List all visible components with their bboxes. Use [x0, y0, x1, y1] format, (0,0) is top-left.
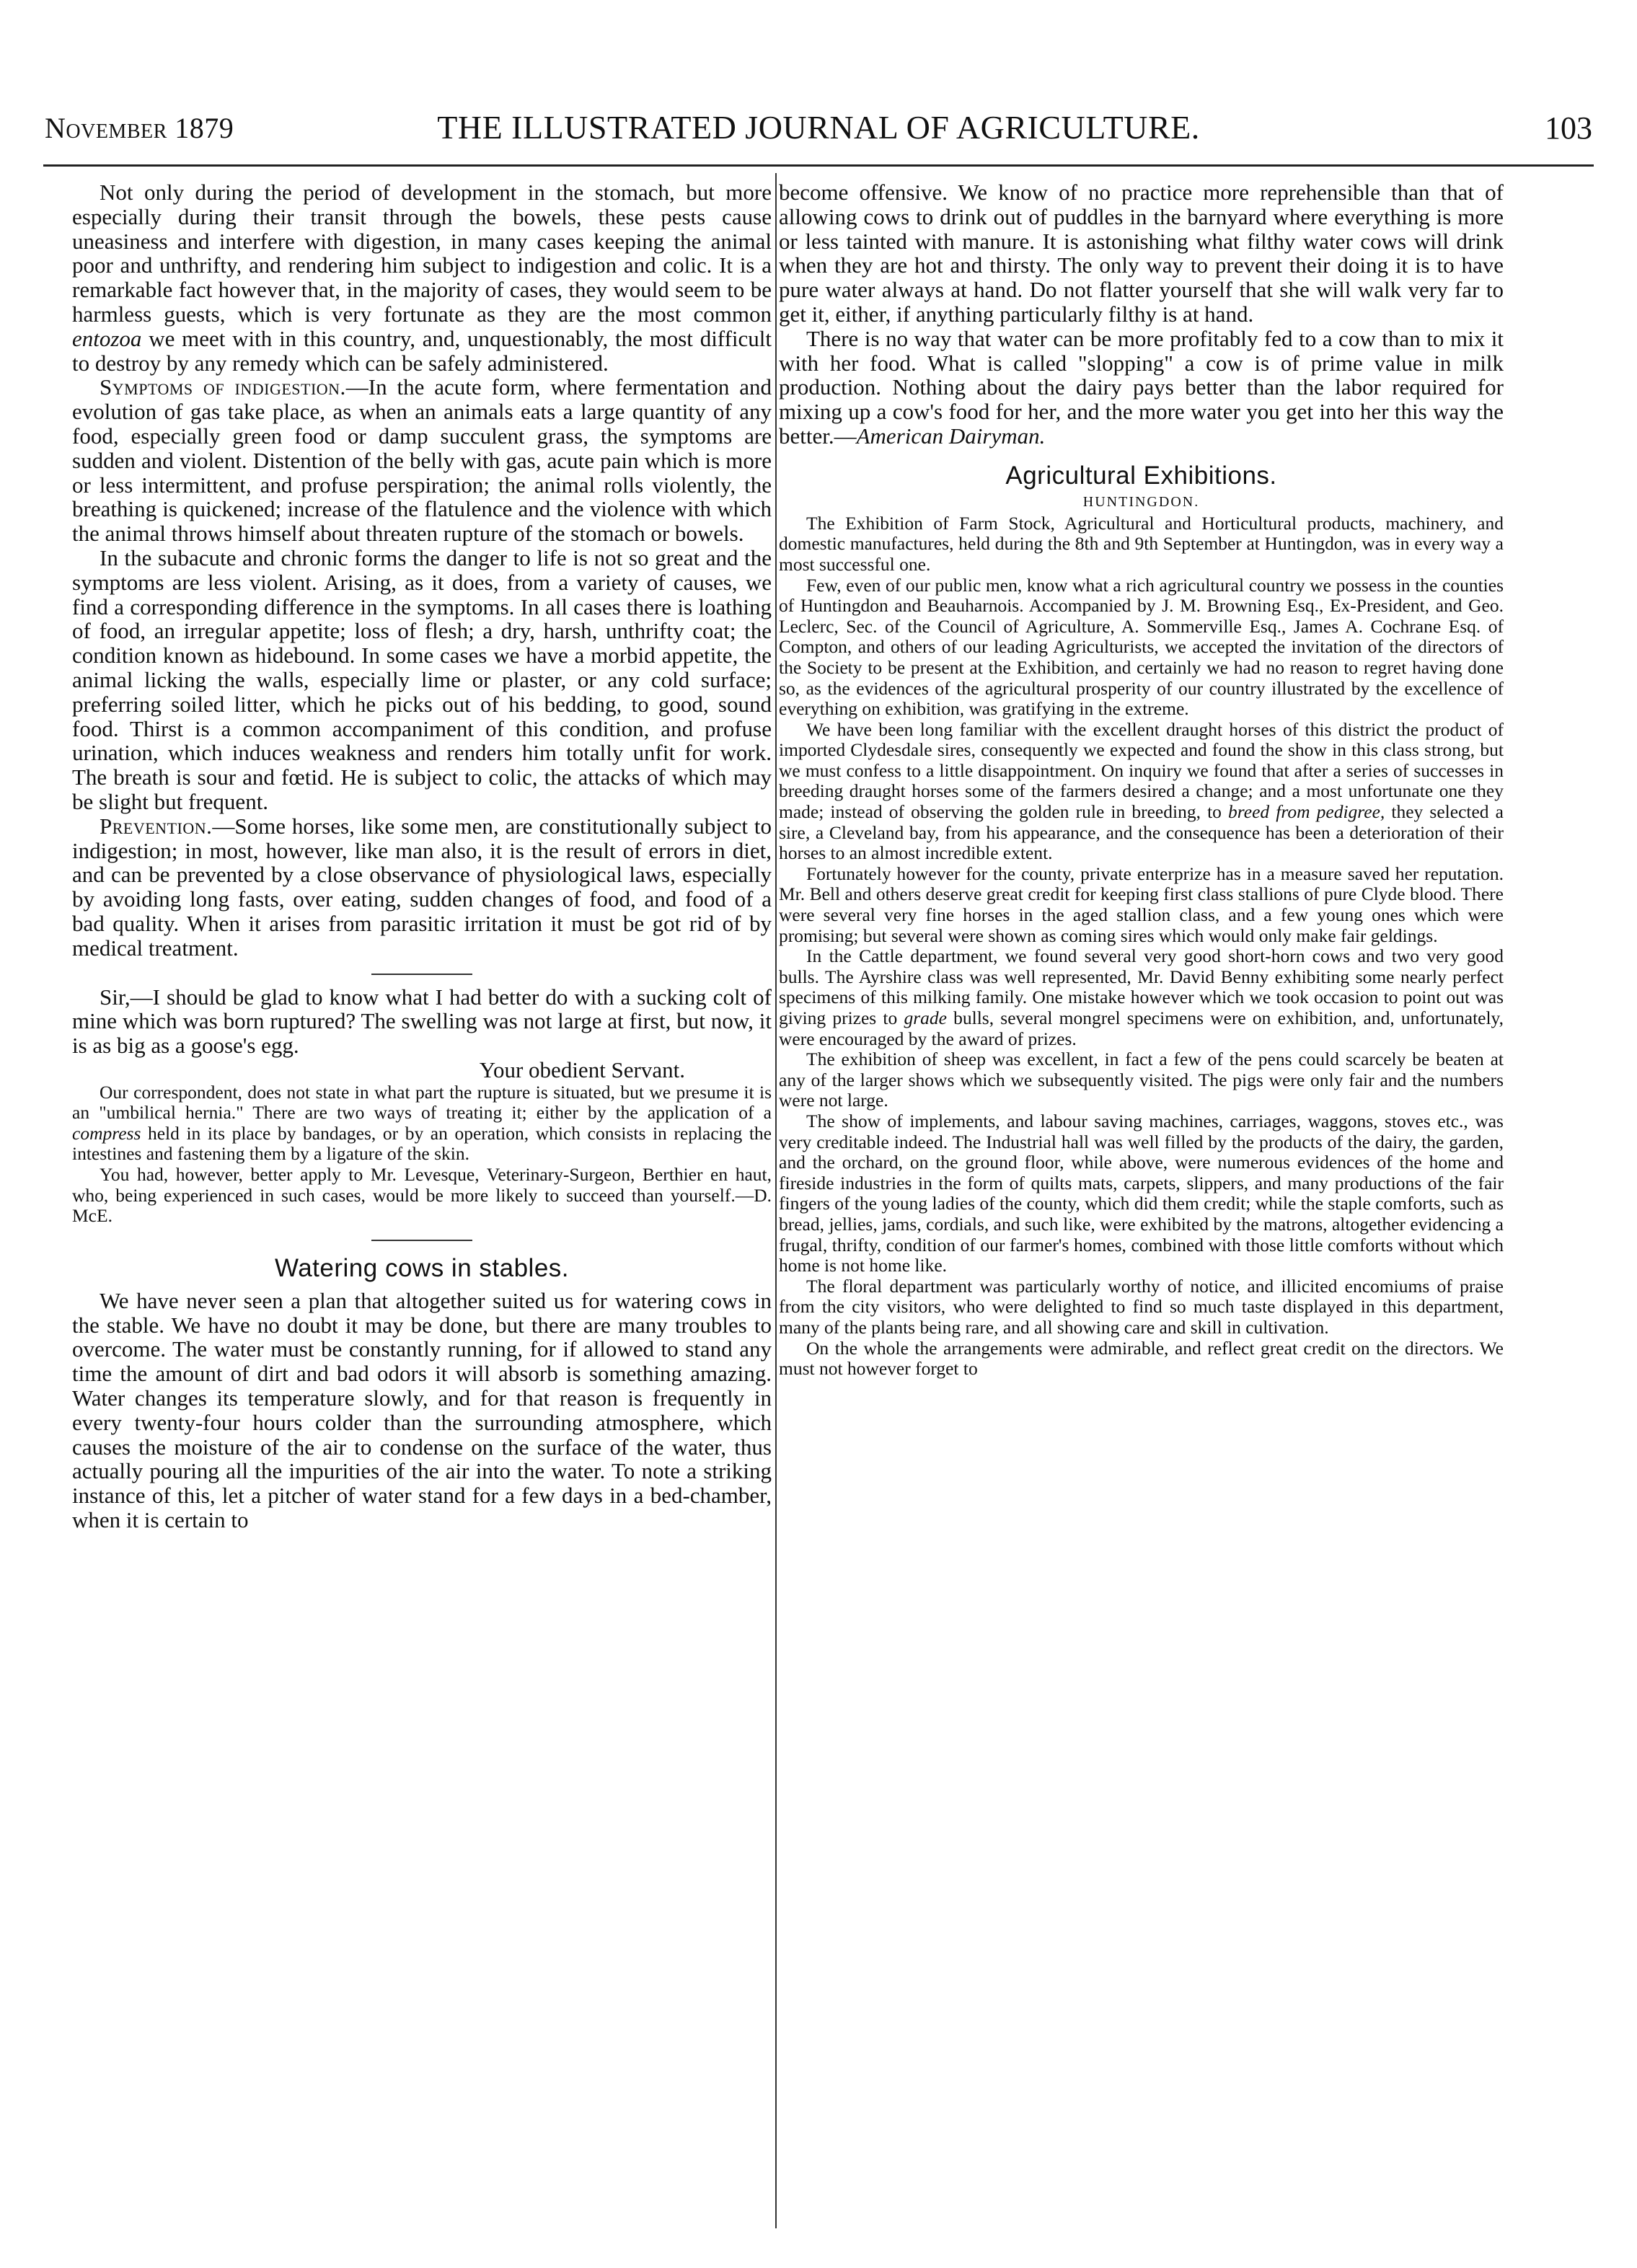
journal-title: THE ILLUSTRATED JOURNAL OF AGRICULTURE.	[437, 109, 1200, 146]
paragraph: Not only during the period of development in the stomach, but more especially during their transit through the bowels, these pests cause uneasiness and interfere with digestion, in many cases keeping the animal poor and unthrifty, and rendering him subject to indigestion and colic. It is a remarkable fact however that, in the majority of cases, they would seem to be harmless guests, which is very fortunate as they are the most common entozoa we meet with in this country, and, unquestionably, the most difficult to destroy by any remedy which can be safely administered.	[72, 180, 772, 376]
issue-date: November 1879	[45, 112, 234, 144]
paragraph: In the Cattle department, we found several very good short-horn cows and two very good bulls. The Ayrshire class was well represented, Mr. David Benny exhibiting some nearly perfect specimens of this milking family. One mistake however which we took occasion to point out was giving prizes to grade bulls, several mongrel specimens were on exhibition, and, unfortunately, were encouraged by the award of prizes.	[779, 945, 1504, 1049]
letter-signature: Your obedient Servant.	[479, 1056, 685, 1082]
editor-reply: Our correspondent, does not state in what part the rupture is situated, but we presume it is an "umbilical hernia." There are two ways of treating it; either by the application of a compress held in its place by bandages, or by an operation, which consists in replacing the intestines and fastening them by a ligature of the skin.	[72, 1081, 772, 1165]
paragraph: The floral department was particularly worthy of notice, and illicited encomiums of praise from the city visitors, who were delighted to find so much taste displayed in this department, many of the plants being rare, and all showing care and skill in cultivation.	[779, 1275, 1504, 1338]
section-subhead: HUNTINGDON.	[1082, 493, 1200, 510]
left-column	[72, 180, 772, 2228]
editor-reply: You had, however, better apply to Mr. Levesque, Veterinary-Surgeon, Berthier en haut, who, being experienced in such cases, would be more likely to succeed than yourself.—D. McE.	[72, 1164, 772, 1227]
header-rule	[43, 164, 1594, 167]
paragraph: become offensive. We know of no practice more reprehensible than that of allowing cows to drink out of puddles in the barnyard where everything is more or less tainted with manure. It is astonishing what filthy water cows will drink when they are hot and thirsty. The only way to prevent their doing it is to have pure water always at hand. Do not flatter yourself that she will walk very far to get it, either, if anything particularly filthy is at hand.	[779, 180, 1504, 327]
column-divider	[775, 173, 777, 2228]
paragraph: The Exhibition of Farm Stock, Agricultural and Horticultural products, machinery, and domestic manufactures, held during the 8th and 9th September at Huntingdon, was in every way a most successful one.	[779, 512, 1504, 575]
paragraph: We have never seen a plan that altogether suited us for watering cows in the stable. We have no doubt it may be done, but there are many troubles to overcome. The water must be constantly running, for if allowed to stand any time the amount of dirt and bad odors it will absorb is something amazing. Water changes its temperature slowly, and for that reason is frequently in every twenty-four hours colder than the surrounding atmosphere, which causes the moisture of the air to condense on the surface of the water, thus actually pouring all the impurities of the air into the water. To note a striking instance of this, let a pitcher of water stand for a few days in a bed-chamber, when it is certain to	[72, 1287, 772, 1533]
section-title: Agricultural Exhibitions.	[1005, 461, 1277, 490]
page-number: 103	[1545, 110, 1592, 146]
paragraph: Fortunately however for the county, private enterprize has in a measure saved her reputation. Mr. Bell and others deserve great credit for keeping first class stallions of pure Clyde blood. There were several very fine horses in the aged stallion class, and a few young ones which were promising; but several were shown as coming sires which would only make fair geldings.	[779, 862, 1504, 946]
paragraph: The show of implements, and labour saving machines, carriages, waggons, stoves etc., was very creditable indeed. The Industrial hall was well filled by the products of the dairy, the garden, and the orchard, on the ground floor, while above, were numerous evidences of the home and fireside industries in the form of quilts mats, carpets, slippers, and many productions of the fair fingers of the young ladies of the county, which did them credit; while the staple comforts, such as bread, jellies, jams, cordials, and such like, were exhibited by the matrons, altogether evidencing a frugal, thrifty, condition of our farmer's homes, combined with those little comforts without which home is not home like.	[779, 1110, 1504, 1276]
paragraph: In the subacute and chronic forms the danger to life is not so great and the symptoms are less violent. Arising, as it does, from a variety of causes, we find a corresponding difference in the symptoms. In all cases there is loathing of food, an irregular appetite; loss of flesh; a dry, harsh, unthrifty coat; the condition known as hidebound. In some cases we have a morbid appetite, the animal licking the walls, especially lime or plaster, or any cold surface; preferring soiled litter, which he picks out of his bedding, to good, sound food. Thirst is a common accompaniment of this condition, and profuse urination, which induces weakness and renders him totally unfit for work. The breath is sour and fœtid. He is subject to colic, the attacks of which may be slight but frequent.	[72, 544, 772, 814]
paragraph: Prevention.—Some horses, like some men, are constitutionally subject to indigestion; in most, however, like man also, it is the result of errors in diet, and can be prevented by a close observance of physiological laws, especially by avoiding long fasts, over eating, sudden changes of food, and food of a bad quality. When it arises from parasitic irritation it must be got rid of by medical treatment.	[72, 813, 772, 961]
paragraph: Symptoms of indigestion.—In the acute form, where fermentation and evolution of gas take place, as when an animals eats a large quantity of any food, especially green food or damp succulent grass, the symptoms are sudden and violent. Distention of the belly with gas, acute pain which is more or less intermittent, and profuse perspiration; the animal rolls violently, the breathing is quickened; increase of the flatulence and the violence with which the animal throws himself about threaten rupture of the stomach or bowels.	[72, 374, 772, 547]
separator-rule	[371, 1240, 472, 1241]
letter-text: Sir,—I should be glad to know what I had better do with a sucking colt of mine which was born ruptured? The swelling was not large at first, but now, it is as big as a goose's egg.	[72, 984, 772, 1059]
page-header	[43, 108, 1594, 151]
paragraph: Few, even of our public men, know what a rich agricultural country we possess in the counties of Huntingdon and Beauharnois. Accompanied by J. M. Browning Esq., Ex-President, and Geo. Leclerc, Sec. of the Council of Agriculture, A. Sommerville Esq., James A. Cochrane Esq. of Compton, and others of our leading Agriculturists, we accepted the invitation of the directors of the Society to be present at the Exhibition, and certainly we had no reason to regret having done so, as the evidences of the agricultural prosperity of our country illustrated by the excellence of everything on exhibition, was gratifying in the extreme.	[779, 574, 1504, 720]
paragraph: The exhibition of sheep was excellent, in fact a few of the pens could scarcely be beaten at any of the larger shows which we subsequently visited. The pigs were only fair and the numbers were not large.	[779, 1049, 1504, 1111]
run-in-heading: Prevention.	[100, 813, 213, 839]
paragraph: On the whole the arrangements were admirable, and reflect great credit on the directors. We must not however forget to	[779, 1337, 1504, 1380]
section-title: Watering cows in stables.	[274, 1253, 570, 1282]
separator-rule	[371, 974, 472, 975]
paragraph: We have been long familiar with the excellent draught horses of this district the product of imported Clydesdale sires, consequently we expected and found the show in this class strong, but we must confess to a little disappointment. On inquiry we found that after a series of successes in breeding draught horses some of the farmers desired a change; and a most unfortunate one they made; instead of observing the golden rule in breeding, to breed from pedigree, they selected a sire, a Cleveland bay, from his appearance, and the consequence has been a deterioration of their horses to an almost incredible extent.	[779, 718, 1504, 864]
paragraph: There is no way that water can be more profitably fed to a cow than to mix it with her food. What is called "slopping" a cow is of prime value in milk production. Nothing about the dairy pays better than the labor required for mixing up a cow's food for her, and the more water you get into her this way the better.—American Dairyman.	[779, 325, 1504, 449]
right-column	[779, 180, 1504, 2228]
run-in-heading: Symptoms of indigestion.	[100, 374, 346, 400]
